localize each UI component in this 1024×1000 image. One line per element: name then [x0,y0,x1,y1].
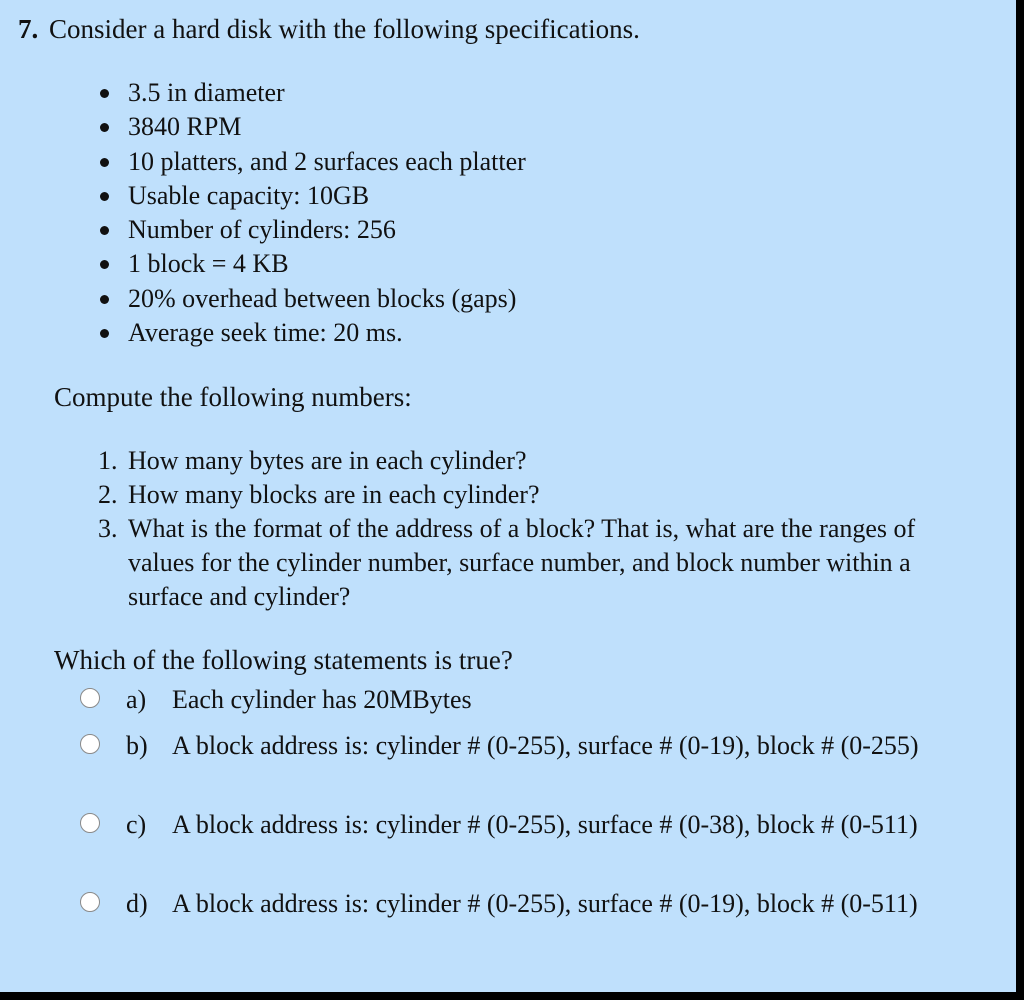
option-letter: d) [126,889,148,918]
task-text: What is the format of the address of a block? That is, what are the ranges of values for the cylinder number, surface number, and block number within a surface and cylinder? [128,514,916,611]
spec-item: 1 block = 4 KB [98,247,526,281]
bullet-icon [100,295,109,304]
spec-item: 20% overhead between blocks (gaps) [98,282,526,316]
spec-item: 3840 RPM [98,110,526,144]
bullet-icon [100,158,109,167]
task-item [98,478,978,512]
task-text: How many bytes are in each cylinder? [128,446,527,475]
question-title-text: Consider a hard disk with the following specifications. [49,14,640,44]
option-text: Each cylinder has 20MBytes [172,685,472,714]
option-letter: b) [126,731,148,760]
radio-button-b[interactable] [80,734,100,754]
option-text: A block address is: cylinder # (0-255), surface # (0-19), block # (0-255) [172,731,919,760]
option-text: A block address is: cylinder # (0-255), surface # (0-19), block # (0-511) [172,889,918,918]
option-text: A block address is: cylinder # (0-255), surface # (0-38), block # (0-511) [172,810,918,839]
radio-button-d[interactable] [80,892,100,912]
spec-item: Number of cylinders: 256 [98,213,526,247]
mc-prompt: Which of the following statements is true? [54,645,513,675]
task-list [98,444,978,614]
task-number: 1. [98,446,118,475]
task-item [98,512,978,614]
spec-item: Usable capacity: 10GB [98,179,526,213]
compute-label: Compute the following numbers: [54,382,412,412]
bullet-icon [100,226,109,235]
spec-item: Average seek time: 20 ms. [98,316,526,350]
bullet-icon [100,123,109,132]
task-number: 3. [98,514,118,543]
bullet-icon [100,329,109,338]
radio-button-c[interactable] [80,813,100,833]
bullet-icon [100,192,109,201]
task-item [98,444,978,478]
bullet-icon [100,260,109,269]
bullet-icon [100,89,109,98]
task-number: 2. [98,480,118,509]
option-letter: a) [126,685,147,714]
option-letter: c) [126,810,147,839]
question-title [18,12,640,46]
question-number: 7. [18,14,39,44]
spec-list [98,76,526,350]
spec-item: 10 platters, and 2 surfaces each platter [98,145,526,179]
spec-item: 3.5 in diameter [98,76,526,110]
radio-button-a[interactable] [80,688,100,708]
task-text: How many blocks are in each cylinder? [128,480,540,509]
